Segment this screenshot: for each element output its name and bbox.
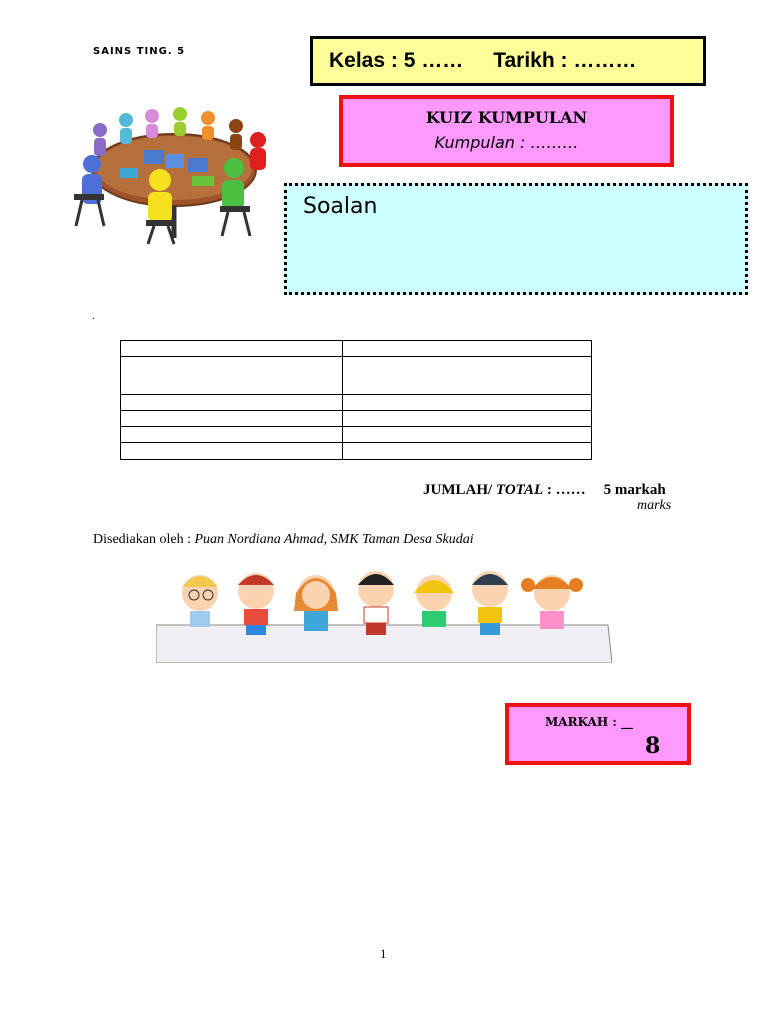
children-group-clipart	[156, 563, 612, 663]
table-row	[121, 427, 592, 443]
answer-table	[120, 340, 592, 460]
score-label: MARKAH : __	[545, 715, 633, 729]
table-cell[interactable]	[121, 395, 343, 411]
table-row	[121, 411, 592, 427]
child-figure	[521, 575, 583, 629]
child-figure	[414, 575, 454, 627]
question-title: Soalan	[303, 194, 378, 219]
prepared-by	[93, 532, 474, 548]
score-box	[505, 703, 691, 765]
table-cell[interactable]	[343, 411, 592, 427]
kelas-field: Kelas : 5 ……	[329, 49, 464, 72]
quiz-title: KUIZ KUMPULAN	[425, 108, 588, 127]
table-cell[interactable]	[343, 341, 592, 357]
table-cell[interactable]	[121, 357, 343, 395]
prepared-by-name: Puan Nordiana Ahmad, SMK Taman Desa Skudai	[194, 532, 474, 547]
page-number: 1	[380, 946, 387, 961]
group-field: Kumpulan : ………	[434, 133, 579, 152]
table-row	[121, 395, 592, 411]
table-cell[interactable]	[121, 443, 343, 460]
table-cell[interactable]	[343, 443, 592, 460]
total-line	[423, 482, 666, 499]
table-cell[interactable]	[343, 357, 592, 395]
score-value: 8	[645, 733, 661, 759]
table-row	[121, 357, 592, 395]
child-figure	[182, 575, 218, 627]
total-marks: 5 markah	[603, 482, 666, 498]
total-label-jumlah: JUMLAH/	[423, 482, 496, 498]
question-box	[284, 183, 748, 295]
table-cell[interactable]	[121, 427, 343, 443]
table-row	[121, 443, 592, 460]
table-cell[interactable]	[121, 411, 343, 427]
class-date-box	[310, 36, 706, 86]
table-cell[interactable]	[121, 341, 343, 357]
prepared-by-prefix: Disediakan oleh :	[93, 532, 195, 547]
marks-english: marks	[637, 498, 672, 513]
table-row	[121, 341, 592, 357]
total-label-rest: : ……	[543, 482, 586, 498]
group-quiz-box	[339, 95, 674, 167]
total-label-total: TOTAL	[495, 482, 544, 498]
tarikh-field: Tarikh : ………	[493, 49, 637, 72]
subject-label: SAINS TING. 5	[93, 46, 186, 57]
child-figure	[294, 575, 338, 631]
stray-dot: .	[92, 308, 95, 322]
table-cell[interactable]	[343, 395, 592, 411]
meeting-table-clipart	[62, 98, 284, 248]
table-cell[interactable]	[343, 427, 592, 443]
